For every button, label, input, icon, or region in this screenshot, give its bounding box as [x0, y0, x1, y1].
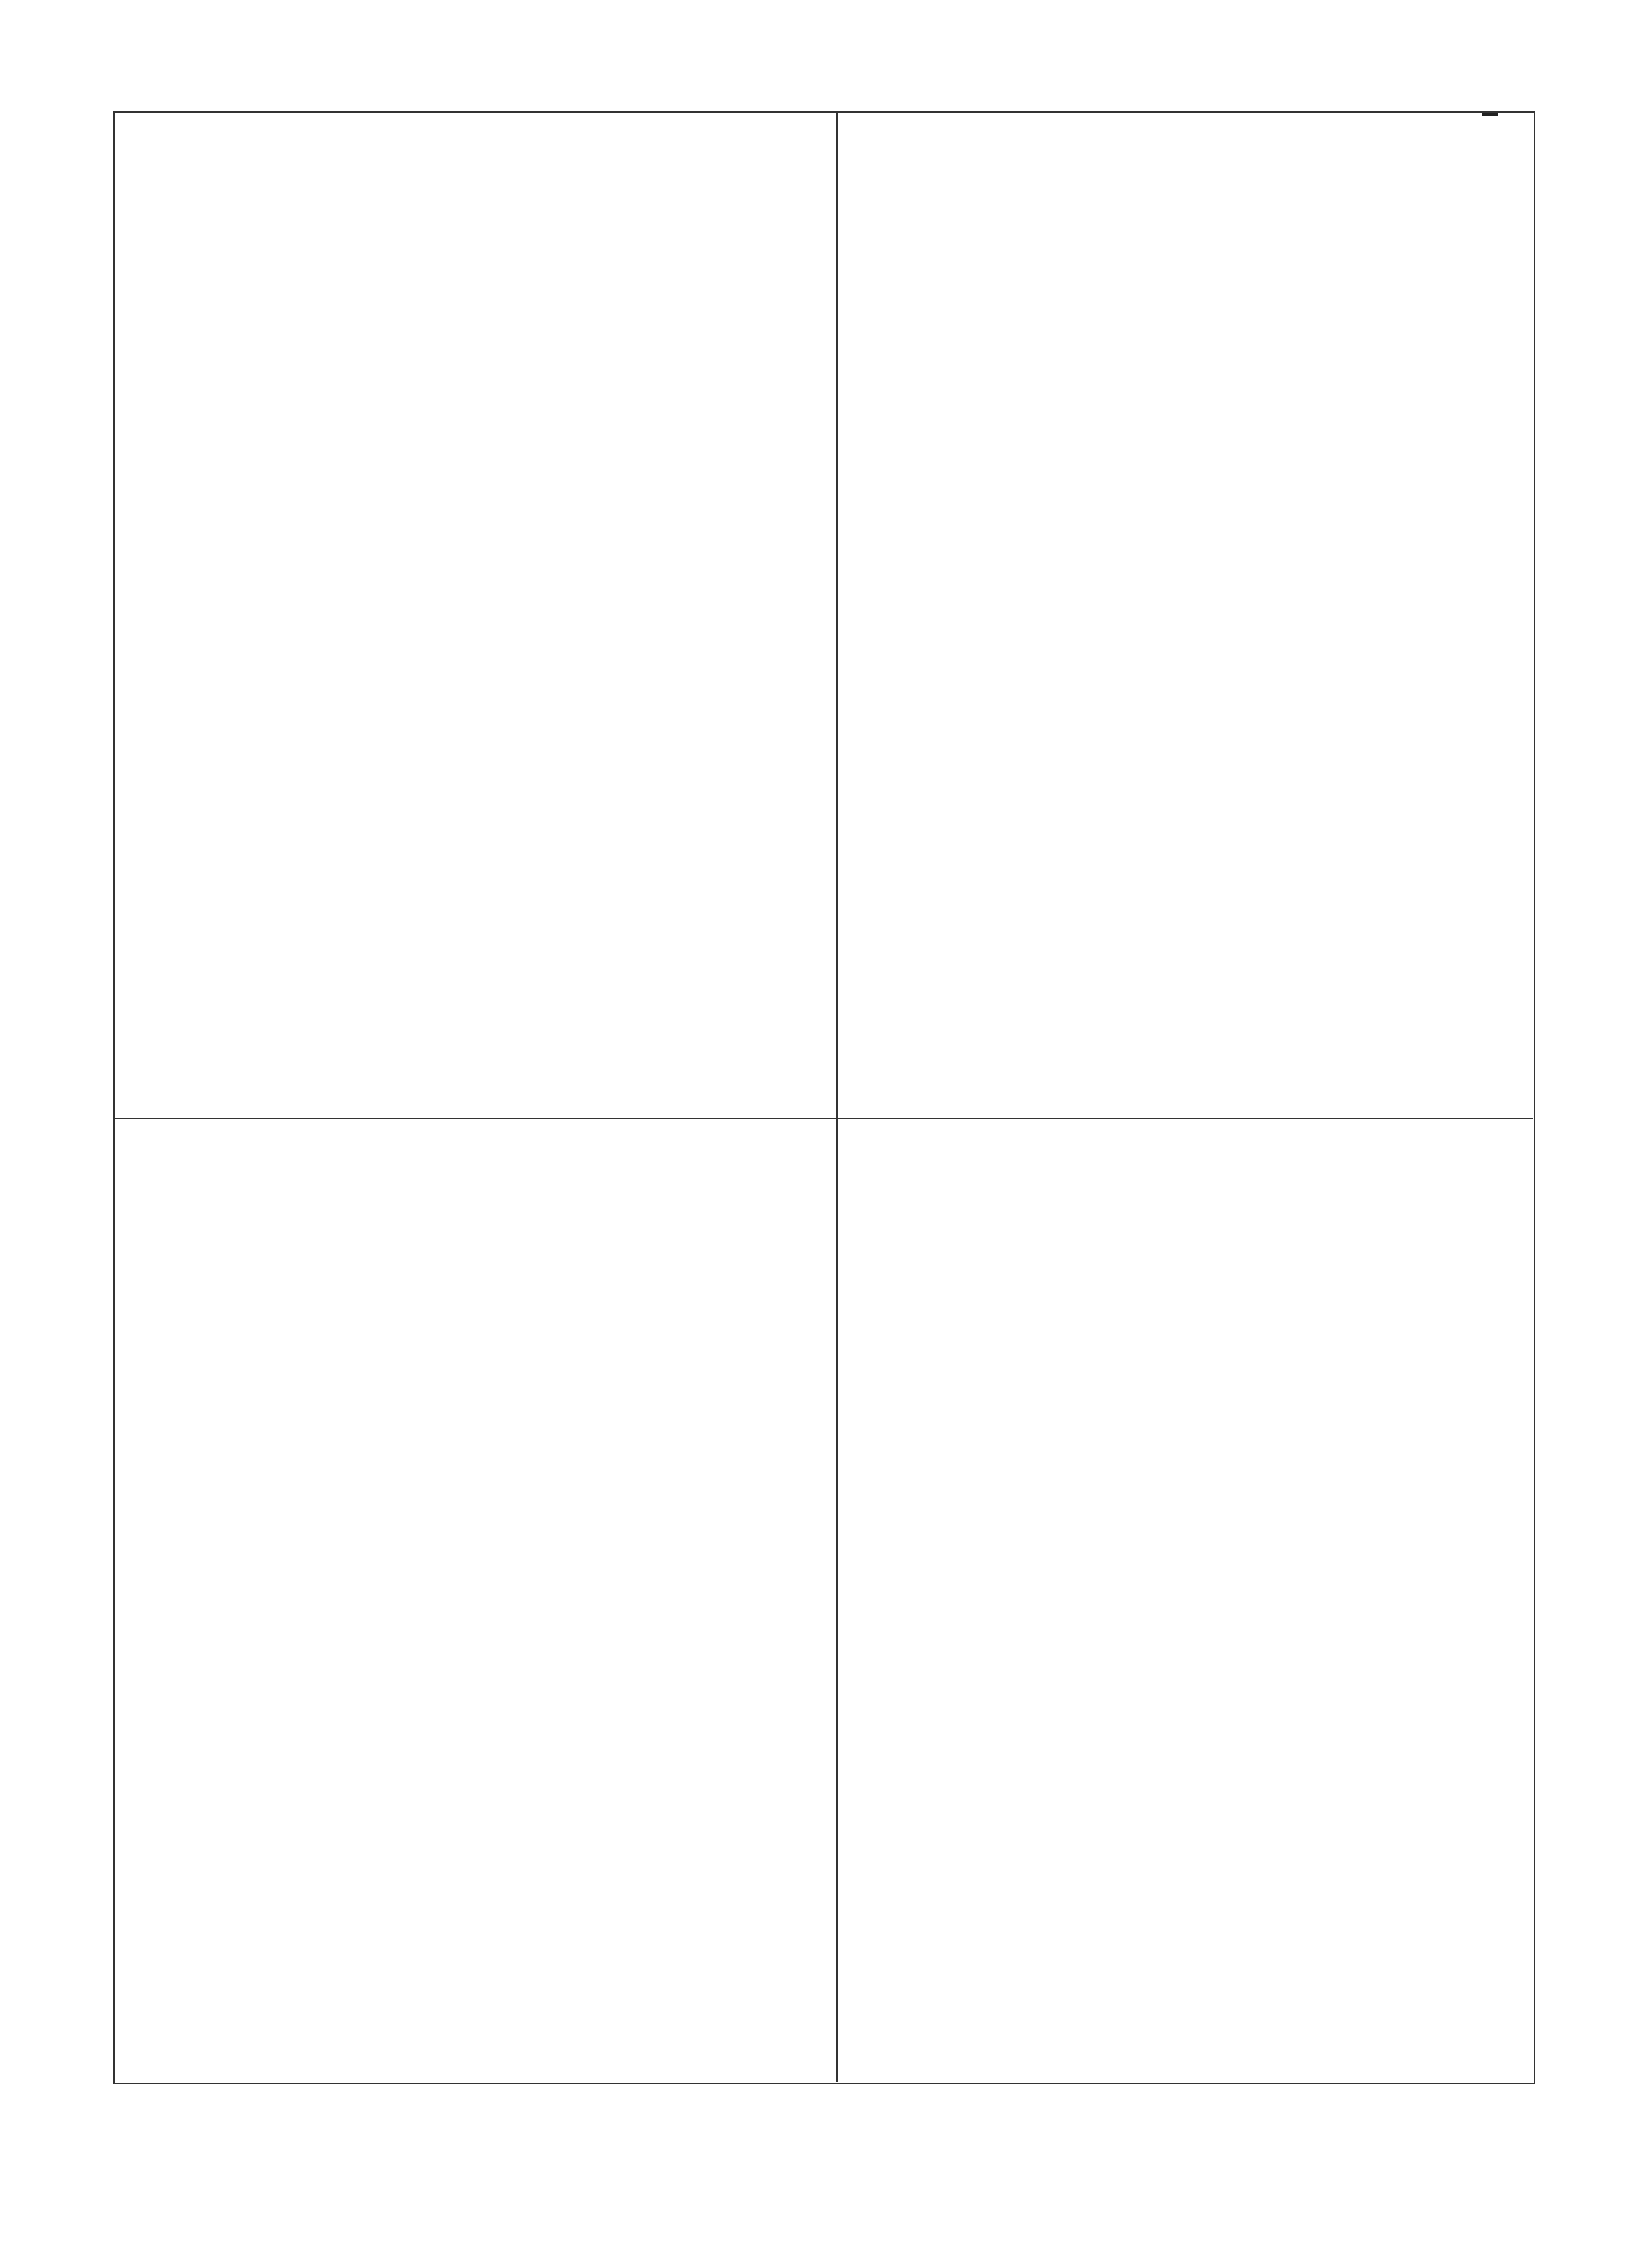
- outer-frame: [113, 111, 1535, 2084]
- center-horizontal-divider: [113, 1118, 1533, 1119]
- center-vertical-divider: [836, 111, 838, 2082]
- page-number: [1482, 113, 1498, 116]
